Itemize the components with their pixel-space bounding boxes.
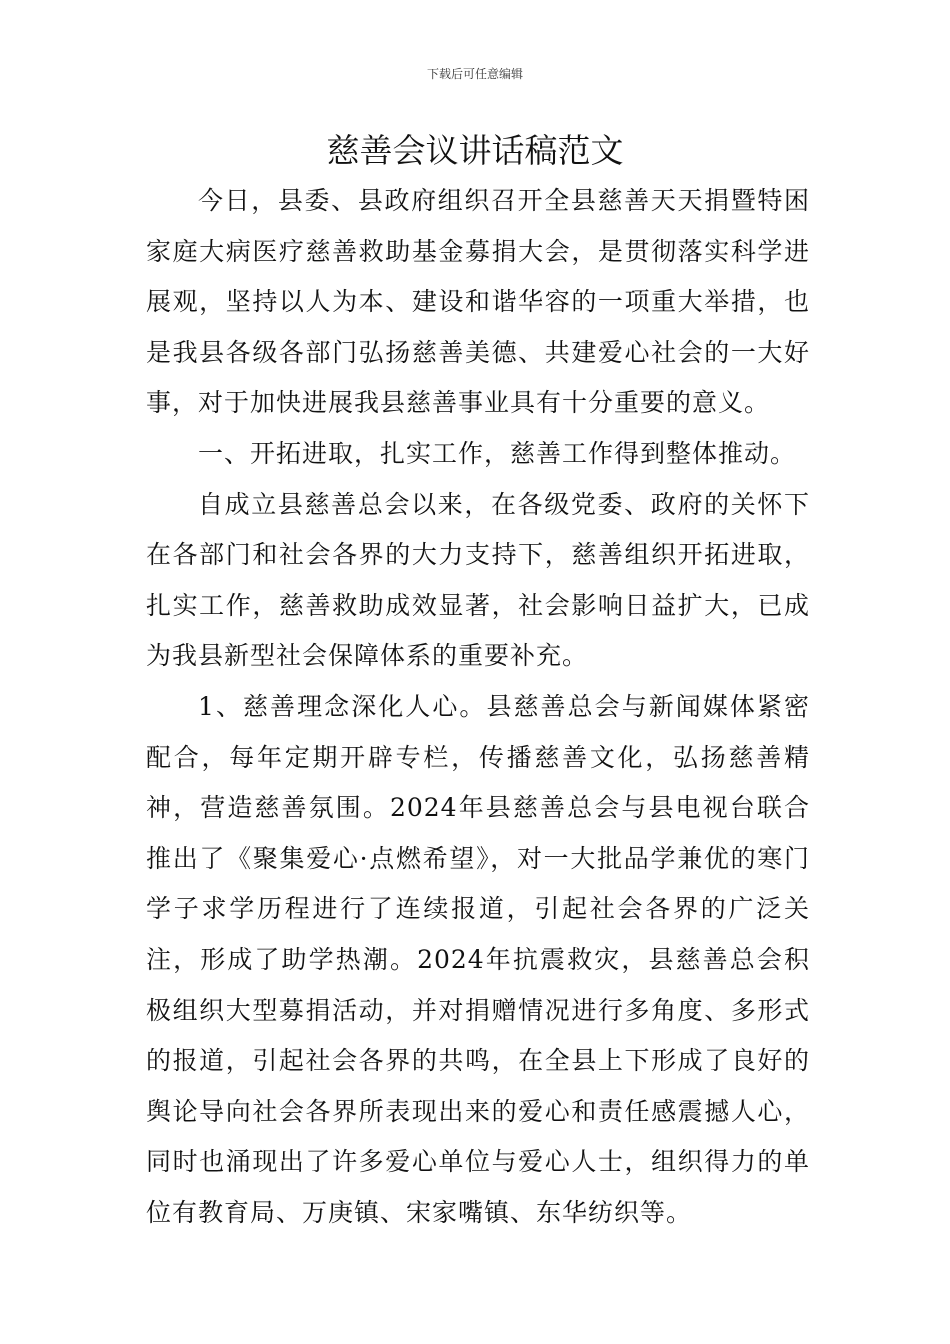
header-note: 下载后可任意编辑 — [426, 67, 523, 81]
paragraph-intro: 今日，县委、县政府组织召开全县慈善天天捐暨特困家庭大病医疗慈善救助基金募捐大会，是贯彻落实科学进展观，坚持以人为本、建设和谐华容的一项重大举措，也是我县各级各部门弘扬慈善美德、共建爱心社会的一大好事，对于加快进展我县慈善事业具有十分重要的意义。 — [146, 186, 810, 418]
document-body — [146, 176, 810, 1238]
paragraph-item-1: 1、慈善理念深化人心。县慈善总会与新闻媒体紧密配合，每年定期开辟专栏，传播慈善文化，弘扬慈善精神，营造慈善氛围。2024年县慈善总会与县电视台联合推出了《聚集爱心·点燃希望》，对一大批品学兼优的寒门学子求学历程进行了连续报道，引起社会各界的广泛关注，形成了助学热潮。2024年抗震救灾，县慈善总会积极组织大型募捐活动，并对捐赠情况进行多角度、多形式的报道，引起社会各界的共鸣，在全县上下形成了良好的舆论导向社会各界所表现出来的爱心和责任感震撼人心，同时也涌现出了许多爱心单位与爱心人士，组织得力的单位有教育局、万庚镇、宋家嘴镇、东华纺织等。 — [146, 691, 810, 1227]
document-title: 慈善会议讲话稿范文 — [326, 131, 624, 170]
paragraph-achievements: 自成立县慈善总会以来，在各级党委、政府的关怀下在各部门和社会各界的大力支持下，慈善组织开拓进取，扎实工作，慈善救助成效显著，社会影响日益扩大，已成为我县新型社会保障体系的重要补充。 — [146, 489, 810, 671]
paragraph-section-heading: 一、开拓进取，扎实工作，慈善工作得到整体推动。 — [198, 438, 797, 468]
